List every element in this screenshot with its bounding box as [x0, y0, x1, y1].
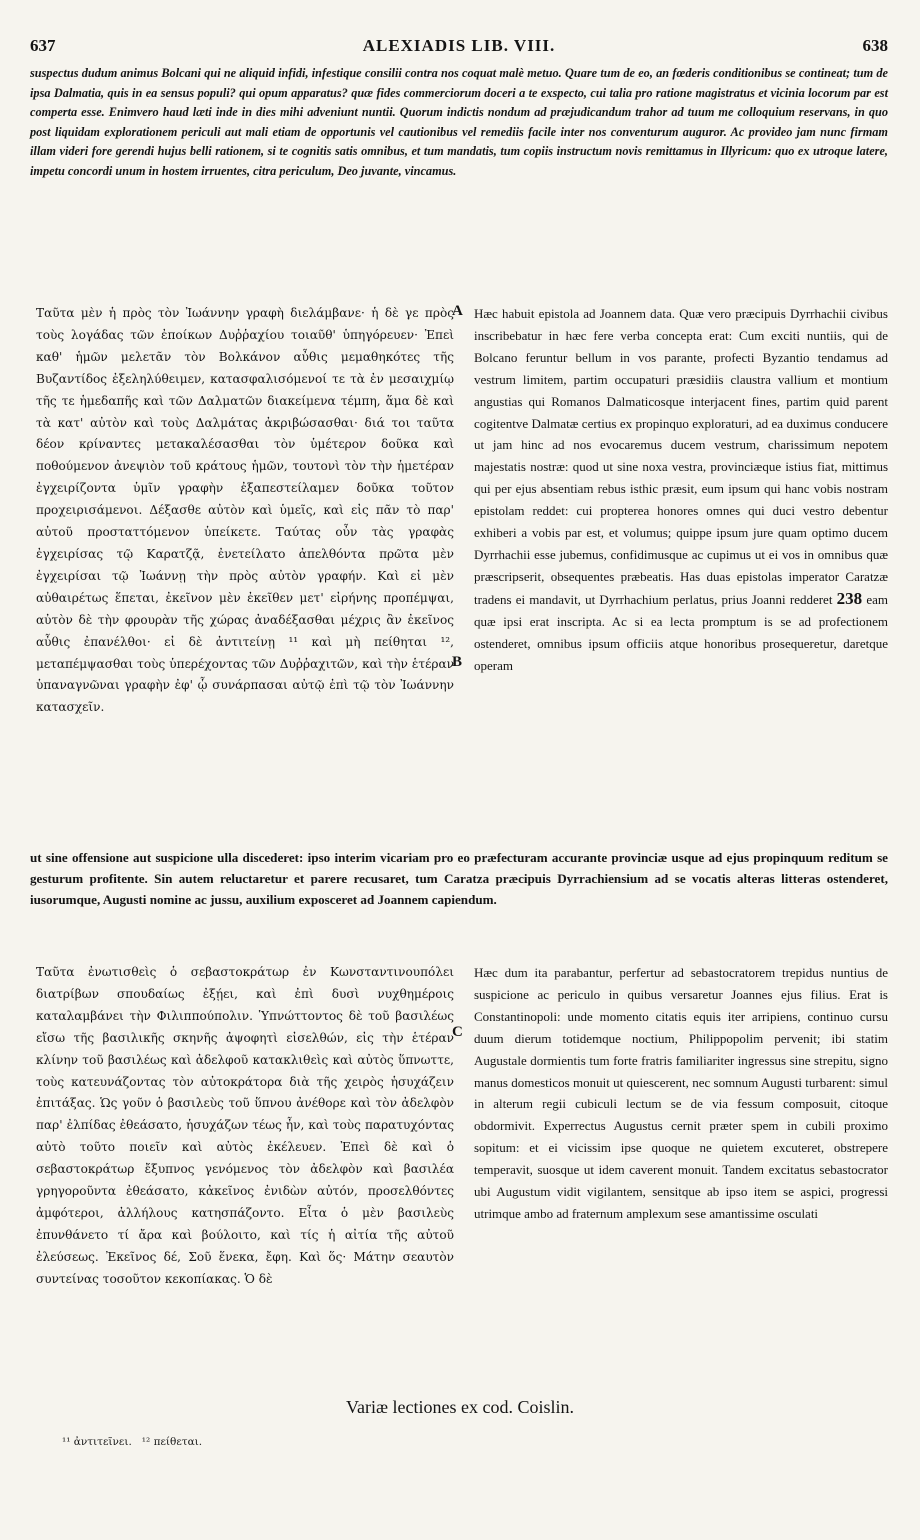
section-marker-c: C	[452, 1024, 463, 1040]
latin-column-a	[474, 303, 888, 676]
intro-latin-paragraph	[30, 64, 888, 181]
page-number-right: 638	[862, 36, 888, 55]
page-number-left: 637	[30, 36, 56, 55]
section-marker-a: A	[452, 303, 463, 319]
greek-column-c	[36, 962, 454, 1291]
greek-text-a: Ταῦτα μὲν ἡ πρὸς τὸν Ἰωάννην γραφὴ διελάμβανε· ἡ δὲ γε πρὸς τοὺς λογάδας τῶν ἐποίκων Δυῤῥαχίου τοιαῦθ' ὑπηγόρευεν· Ἐπεὶ καθ' ἡμῶν μελετᾶν τὸν Βολκάνον αὖθις μεμαθηκότες τῆς Βυζαντίδος ἐξεληλύθειμεν, κατασφαλισόμενοί τε τὰ ἐν μεσαιχμίῳ τῆς τε ἡμεδαπῆς καὶ τῶν Δαλματῶν διακείμενα τέμπη, ἅμα δὲ καὶ τὰ κατ' αὐτὸν καὶ τοὺς Δαλμάτας ἀκριβώσασθαι· διά τοι ταῦτα δέον κρίναντες μετακαλέσασθαι τὸν ὑμέτερον δοῦκα καὶ ποθούμενον ἀνεψιὸν τοῦ κράτους ἡμῶν, τουτονὶ τὸν τὴν ἡμετέραν ἐγχειρίζοντα ὑμῖν γραφὴν ἐξαπεστείλαμεν δοῦκα τοῦτον προχειρισάμενοι. Δέξασθε αὐτὸν καὶ ὑμεῖς, καὶ εἰς πᾶν τὸ παρ' αὐτοῦ προσταττόμενον ὑπείκετε. Ταύτας οὖν τὰς γραφὰς ἐγχειρίσας τῷ Καρατζᾷ, ἐνετείλατο ἀπελθόντα πρῶτα μὲν ἐγχειρίσαι τῷ Ἰωάννῃ τὴν πρὸς αὐτὸν γραφήν. Καὶ εἰ μὲν αὐθαιρέτως ἕπεται, ἐκεῖνον μὲν ἐκεῖθεν μετ' εἰρήνης προπέμψαι, αὐτὸν δὲ τὴν φρουρὰν τῆς χώρας ἀναδέξασθαι μέχρις ἂν ἐκεῖνος αὖθις ἐπανέλθοι· εἰ δὲ ἀντιτείνῃ ¹¹ καὶ μὴ πείθηται ¹², μεταπέμψασθαι τοὺς ὑπερέχοντας τῶν Δυῤῥαχιτῶν, καὶ τὴν ἑτέραν ὑπαναγνῶναι γραφὴν ἐφ' ᾧ συνάρπασαι αὐτῷ ἐπὶ τῷ τὸν Ἰωάννην κατασχεῖν.	[36, 306, 454, 715]
variant-readings-heading: Variæ lectiones ex cod. Coislin.	[346, 1397, 574, 1417]
footnotes: ¹¹ ἀντιτεῖνει. ¹² πείθεται.	[62, 1436, 203, 1448]
inline-page-number: 238	[836, 588, 863, 608]
latin-text-c: Hæc dum ita parabantur, perfertur ad sebastocratorem trepidus nuntius de suspicione ac periculo in quibus versaretur Joannes ejus filius. Erat is Constantinopoli: unde momento citatis equis iter arripiens, continuo cursu duum dierum totidemque noctium, Philippopolim pervenit; ibi statim Augustale dormientis tum forte fratris familiariter ingressus sine strepitu, signo manus domesticos monuit ut quiescerent, nec somnum Augusti turbarent: simul in alterum regii cubiculi lectum se de via fessum composuit, citoque obdormivit. Experrectus Augustus cernit præter spem in cubili proximo sopitum: et ei vicissim ipse quoque ne quietem excuteret, obstrepere temperavit, suosque ut idem caverent monuit. Tandem excitatus sebastocrator ubi Augustum vidit vigilantem, sensitque ab ipso item se aspici, progressi utrimque ambo ad fraternum amplexum sese amantissime osculati	[474, 965, 888, 1221]
section-marker-b: B	[452, 654, 463, 670]
full-width-latin	[30, 847, 888, 911]
running-header	[30, 36, 888, 60]
latin-column-c	[474, 962, 888, 1225]
greek-text-c: Ταῦτα ἐνωτισθεὶς ὁ σεβαστοκράτωρ ἐν Κωνσταντινουπόλει διατρίβων σπουδαίως ἐξῄει, καὶ ἐπὶ δυσὶ νυχθημέροις καταλαμβάνει τὴν Φιλιππούπολιν. Ὑπνώττοντος δὲ τοῦ βασιλέως εἴσω τῆς βασιλικῆς σκηνῆς ἀψοφητὶ εἰσελθών, εἰς τὴν ἑτέραν κλίνην τοῦ βασιλέως καὶ ἀδελφοῦ κατακλιθεὶς καὶ αὐτὸς ὕπνωττε, τοὺς κατευνάζοντας τὸν αὐτοκράτορα διὰ τῆς χειρὸς ἡσυχάζειν ἐπιτάξας. Ὡς γοῦν ὁ βασιλεὺς τοῦ ὕπνου ἀνέθορε καὶ τὸν ἀδελφὸν παρ' ἐλπίδας ἐθεάσατο, ἡσυχάζων τέως ἦν, καὶ τοὺς παρατυχόντας αὐτὸ τοῦτο ποιεῖν καὶ αὐτὸς ἐκέλευεν. Ἐπεὶ δὲ καὶ ὁ σεβαστοκράτωρ ἔξυπνος γενόμενος τὸν ἀδελφὸν καὶ βασιλέα γρηγοροῦντα ἐθεάσατο, κἀκεῖνος ἐνιδὼν αὐτόν, προσελθόντες ἀμφότεροι, ἀλλήλους κατησπάζοντο. Εἶτα ὁ μὲν βασιλεὺς ἐπυνθάνετο τί ἄρα καὶ βούλοιτο, καὶ τίς ἡ αἰτία τῆς αὐτοῦ ἐλεύσεως. Ἐκεῖνος δέ, Σοῦ ἕνεκα, ἔφη. Καὶ ὅς· Μάτην σεαυτὸν συντείνας τοσοῦτον κεκοπίακας. Ὁ δὲ	[36, 965, 454, 1286]
running-title: ALEXIADIS LIB. VIII.	[362, 36, 556, 55]
intro-text: suspectus dudum animus Bolcani qui ne aliquid infidi, infestique consilii contra nos coquat malè metuo. Quare tum de eo, an fœderis conditionibus se contineat; tum de ipsa Dalmatia, quis in ea sensus populi? qui opum apparatus? quæ fides commerciorum doceri a te exspecto, cui talia pro ratione magistratus et vicinia locorum par est comperta esse. Enimvero haud læti inde in dies mihi adveniunt nuntii. Quorum indictis nondum ad præjudicandum trahor ad tuum me colloquium reservans, in quo post liquidam explorationem periculi aut mali etiam de opportunis vel cautionibus vel remediis facile inter nos conventurum auguror. Ac provideo jam nunc firmam illam videri fore gerendi hujus belli rationem, si te cognitis satis omnibus, et tum mandatis, tum copiis instructum novis remittamus in Illyricum: quo ex utroque latere, impetu concordi unum in hostem irruentes, citra periculum, Deo juvante, vincamus.	[30, 66, 888, 178]
latin-text-a-wrap	[474, 303, 888, 676]
greek-column-a	[36, 303, 454, 719]
full-width-text: ut sine offensione aut suspicione ulla discederet: ipso interim vicariam pro eo præfecturam accurante provinciæ usque ad ejus propinquum reditum se gesturum profitente. Sin autem reluctaretur et parere recusaret, tum Caratza præcipuis Dyrrachiensium ad se vocatis alteras litteras ostenderet, iusorumque, Augusti nomine ac jussu, auxilium exposceret ad Joannem capiendum.	[30, 850, 888, 908]
latin-text-a-end: eam quæ ipsi erat inscripta. Ac si ea lecta promptum is se ad profectionem ostenderet, omnibus ipsum officiis atque honoribus prosequeretur, daretque operam	[474, 591, 889, 673]
latin-text-a: Hæc habuit epistola ad Joannem data. Quæ vero præcipuis Dyrrhachii civibus inscribebatur in hæc fere verba concepta erat: Cum exciti nuntiis, qui de Bolcano feruntur bellum in vos parante, profecti Byzantio tendamus ad vestrum limitem, partim occupaturi præsidiis claustra vallium et montium angustias qui Romanos Dalmaticosque interjacent fines, partim quid parent cogitentve Dalmatæ certius ex propinquo exploraturi, ad ea duximus conducere ut jam hinc ad nos evocaremus ducem vestrum, charissimum nepotem majestatis nostræ: quod ut sine noxa vestra, provinciæque istius fiat, mittimus qui per ejus absentiam rebus isthic præsit, eum ipsum qui hanc vobis nostram epistolam reddet: cui propterea honores omnes qui duci vestro debentur exhiberi a vobis par est, et volumus; quippe ipsum jure quam optimo ducem Dyrrhachii esse jubemus, confidimusque ac cupimus ut ei vos in omnibus quæ præscripserit, obsequentes præbeatis. Has duas epistolas imperator Caratzæ tradens ei mandavit, ut Dyrrhachium perlatus, prius Joanni redderet	[474, 306, 888, 607]
